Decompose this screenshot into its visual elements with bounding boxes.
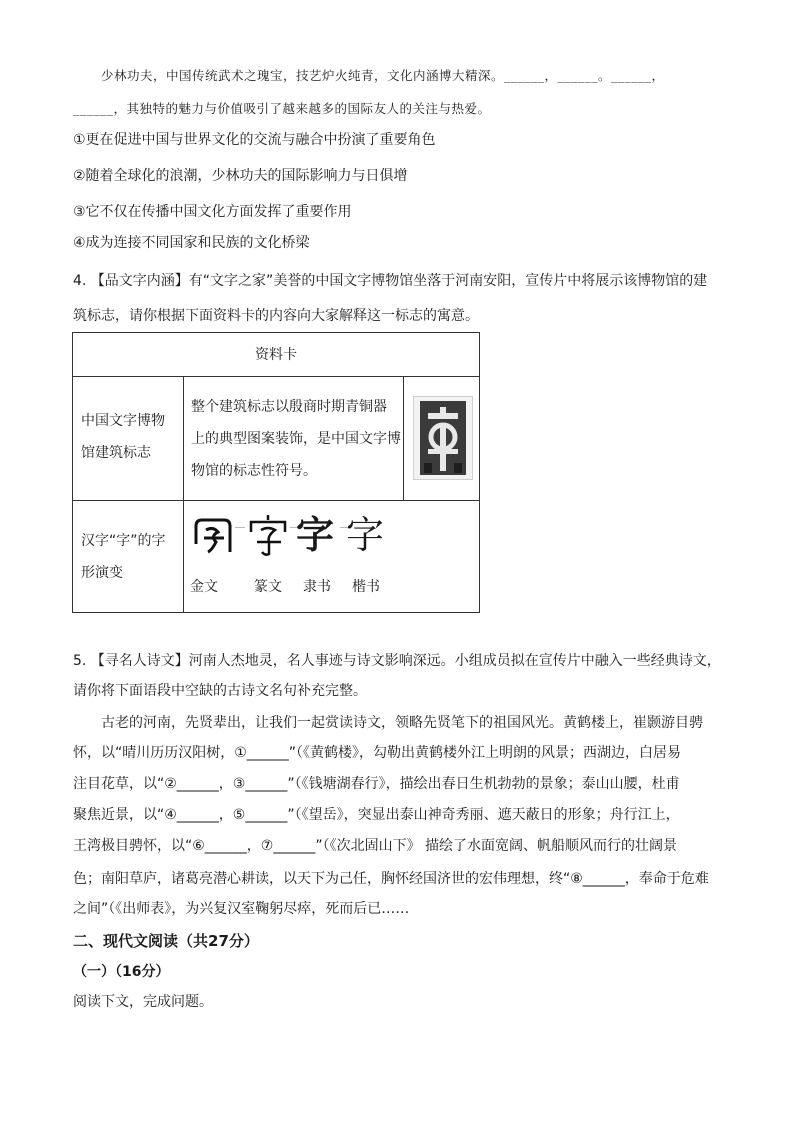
character-evolution: [190, 512, 390, 564]
q3-option-1: ①更在促进中国与世界文化的交流与融合中扮演了重要角色: [73, 132, 436, 148]
q3-stem-line1: 少林功夫，中国传统武术之瑰宝，技艺炉火纯青，文化内涵博大精深。______，______。______，: [101, 68, 665, 83]
regular-script-glyph: 字: [346, 513, 385, 557]
q4-line2: 筑标志，请你根据下面资料卡的内容向大家解释这一标志的寓意。: [73, 308, 479, 324]
row1-desc-line3: 物馆的标志性符号。: [191, 463, 317, 479]
script-label-regular: 楷书: [352, 579, 380, 595]
q3-option-2: ②随着全球化的浪潮，少林功夫的国际影响力与日俱增: [73, 168, 408, 184]
section-heading: 二、现代文阅读（共27分）: [73, 932, 259, 950]
clerical-script-glyph: 字: [296, 512, 335, 557]
row2-label-line1: 汉字“字”的字: [81, 533, 166, 549]
q3-stem-line2: ______，其独特的魅力与价值吸引了越来越多的国际友人的关注与热爱。: [73, 101, 491, 116]
q4-line1: 4. 【品文字内涵】有“文字之家”美誉的中国文字博物馆坐落于河南安阳，宣传片中将展示该博物馆的建: [73, 273, 708, 289]
info-card-title: 资料卡: [255, 347, 297, 363]
subsection-heading: （一）（16分）: [73, 964, 170, 980]
q3-option-4: ④成为连接不同国家和民族的文化桥梁: [73, 235, 310, 251]
q5-para-line5: 王湾极目骋怀，以“⑥______，⑦______”（《次北固山下》 描绘了水面宽阔、帆船顺风而行的壮阔景: [73, 838, 678, 854]
q5-para-line3: 注目花草，以“②______，③______”（《钱塘湖春行》，描绘出春日生机勃勃的景象；泰山山腰，杜甫: [73, 776, 680, 792]
row1-label-line1: 中国文字博物: [81, 413, 165, 429]
q5-line2: 请你将下面语段中空缺的古诗文名句补充完整。: [73, 683, 367, 699]
row1-label-line2: 馆建筑标志: [81, 445, 151, 461]
q3-option-3: ③它不仅在传播中国文化方面发挥了重要作用: [73, 204, 352, 220]
row1-desc-line2: 上的典型图案装饰，是中国文字博: [191, 431, 401, 447]
reading-instruction: 阅读下文，完成问题。: [73, 994, 213, 1010]
script-label-seal: 篆文: [254, 579, 282, 595]
bronze-script-glyph: [190, 512, 236, 558]
q5-para-line7: 之间”（《出师表》，为兴复汉室鞠躬尽瘁，死而后已……: [73, 901, 410, 917]
q5-para-line4: 聚焦近景，以“④______，⑤______”（《望岳》，突显出泰山神奇秀丽、遮天蔽日的形象；舟行江上，: [73, 807, 680, 823]
q5-para-line6: 色；南阳草庐，诸葛亮潜心耕读，以天下为己任，胸怀经国济世的宏伟理想，终“⑧______，奉命于危难: [73, 871, 709, 887]
script-label-clerical: 隶书: [303, 579, 331, 595]
museum-logo-image: [413, 396, 473, 480]
script-label-bronze: 金文: [190, 579, 218, 595]
row2-label-line2: 形演变: [81, 565, 123, 581]
row1-desc-line1: 整个建筑标志以殷商时期青铜器: [191, 399, 387, 415]
q5-para-line1: 古老的河南，先贤辈出，让我们一起赏读诗文，领略先贤笔下的祖国风光。黄鹤楼上，崔颢游目骋: [101, 715, 703, 731]
q5-para-line2: 怀，以“晴川历历汉阳树，①______”（《黄鹤楼》，勾勒出黄鹤楼外江上明朗的风景；西湖边，白居易: [73, 745, 682, 761]
q5-line1: 5. 【寻名人诗文】河南人杰地灵，名人事迹与诗文影响深远。小组成员拟在宣传片中融入一些经典诗文，: [73, 653, 721, 669]
seal-script-glyph: [245, 512, 291, 558]
